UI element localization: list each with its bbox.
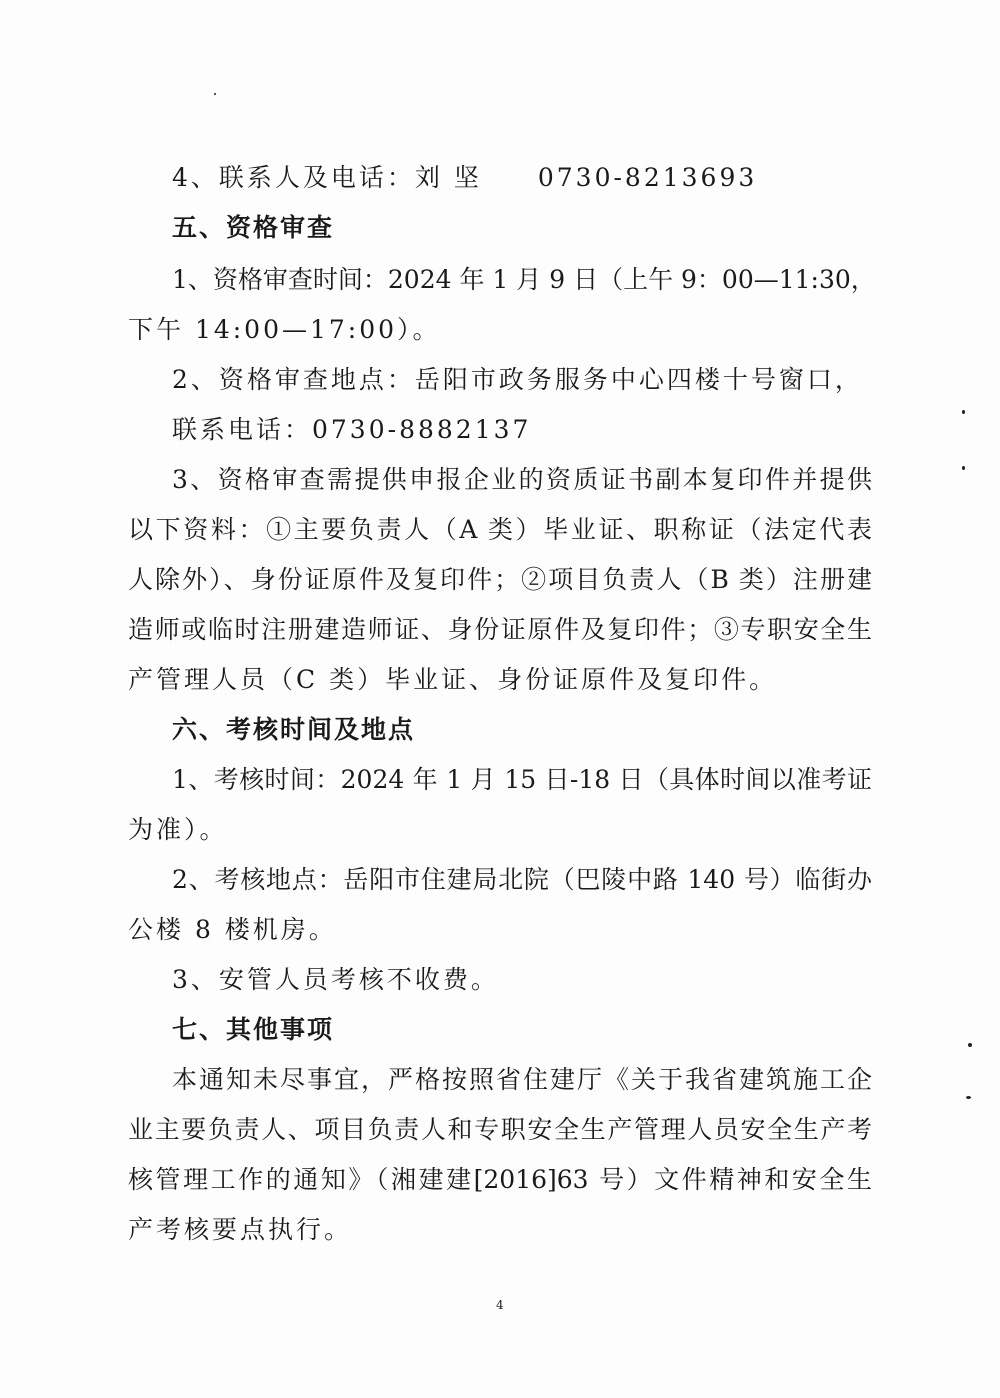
section-6-heading: 六、考核时间及地点 bbox=[172, 715, 416, 744]
section-5-item-3-line-5: 产管理人员（C 类）毕业证、身份证原件及复印件。 bbox=[128, 665, 778, 694]
section-6-item-2-line-2: 公楼 8 楼机房。 bbox=[128, 915, 337, 944]
scan-speck bbox=[962, 466, 965, 470]
section-6-item-1-line-1: 1、考核时间：2024 年 1 月 15 日-18 日（具体时间以准考证 bbox=[172, 765, 872, 794]
section-5-item-3-line-4: 造师或临时注册建造师证、身份证原件及复印件；③专职安全生 bbox=[128, 615, 872, 644]
section-7-paragraph-line-2: 业主要负责人、项目负责人和专职安全生产管理人员安全生产考 bbox=[128, 1115, 872, 1144]
section-7-paragraph-line-4: 产考核要点执行。 bbox=[128, 1215, 353, 1244]
section-5-item-1-line-2: 下午 14:00—17:00）。 bbox=[128, 315, 441, 344]
contact-line: 4、联系人及电话：刘 坚 0730-8213693 bbox=[172, 163, 758, 192]
scan-speck bbox=[968, 1043, 972, 1047]
scan-speck bbox=[966, 1096, 971, 1099]
section-5-item-2-line-2: 联系电话：0730-8882137 bbox=[172, 415, 532, 444]
section-5-item-1-line-1: 1、资格审查时间：2024 年 1 月 9 日（上午 9：00—11:30， bbox=[172, 265, 876, 294]
section-5-heading: 五、资格审查 bbox=[172, 213, 335, 242]
section-6-item-1-line-2: 为准）。 bbox=[128, 815, 228, 844]
section-6-item-3: 3、安管人员考核不收费。 bbox=[172, 965, 499, 994]
section-7-paragraph-line-1: 本通知未尽事宜，严格按照省住建厅《关于我省建筑施工企 bbox=[172, 1065, 872, 1094]
scan-speck bbox=[214, 93, 216, 95]
page-number: 4 bbox=[496, 1298, 504, 1312]
section-5-item-3-line-1: 3、资格审查需提供申报企业的资质证书副本复印件并提供 bbox=[172, 465, 872, 494]
section-7-heading: 七、其他事项 bbox=[172, 1015, 335, 1044]
section-5-item-3-line-2: 以下资料：①主要负责人（A 类）毕业证、职称证（法定代表 bbox=[128, 515, 872, 544]
section-5-item-2-line-1: 2、资格审查地点：岳阳市政务服务中心四楼十号窗口， bbox=[172, 365, 863, 394]
section-6-item-2-line-1: 2、考核地点：岳阳市住建局北院（巴陵中路 140 号）临街办 bbox=[172, 865, 872, 894]
section-7-paragraph-line-3: 核管理工作的通知》（湘建建[2016]63 号）文件精神和安全生 bbox=[128, 1165, 872, 1194]
section-5-item-3-line-3: 人除外）、身份证原件及复印件；②项目负责人（B 类）注册建 bbox=[128, 565, 872, 594]
scan-speck bbox=[962, 410, 965, 414]
